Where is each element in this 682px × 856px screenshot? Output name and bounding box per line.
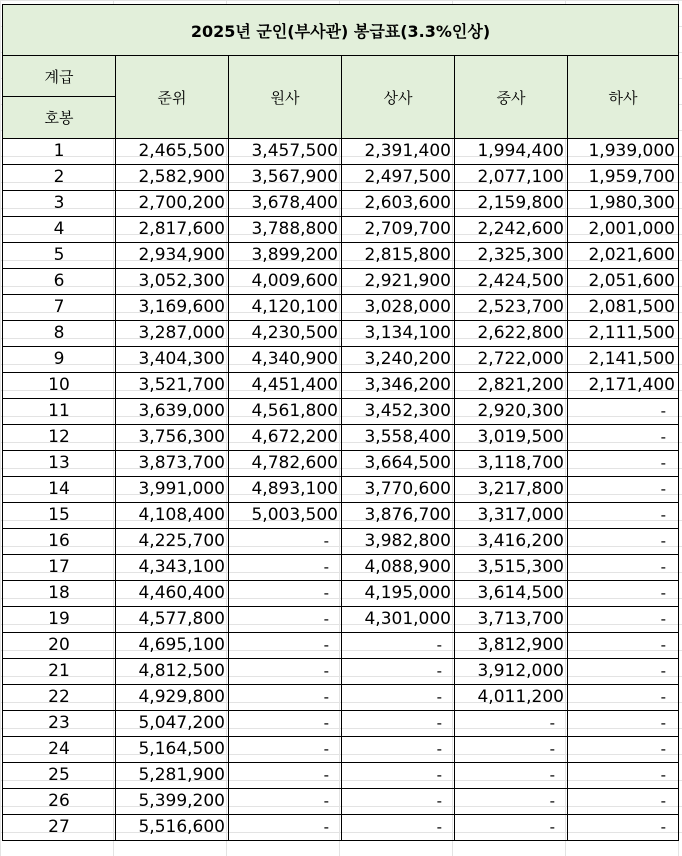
salary-cell[interactable]: 5,516,600 (116, 815, 229, 841)
step-cell[interactable]: 21 (3, 659, 116, 685)
salary-cell[interactable]: 2,817,600 (116, 217, 229, 243)
salary-cell[interactable]: 2,523,700 (455, 295, 568, 321)
step-cell[interactable]: 5 (3, 243, 116, 269)
step-cell[interactable]: 25 (3, 763, 116, 789)
salary-cell[interactable]: - (342, 763, 455, 789)
salary-cell[interactable]: 4,672,200 (229, 425, 342, 451)
salary-cell[interactable]: 4,451,400 (229, 373, 342, 399)
salary-cell[interactable]: - (568, 737, 679, 763)
step-cell[interactable]: 23 (3, 711, 116, 737)
salary-cell[interactable]: 2,325,300 (455, 243, 568, 269)
salary-cell[interactable]: 2,582,900 (116, 165, 229, 191)
salary-cell[interactable]: 4,120,100 (229, 295, 342, 321)
salary-cell[interactable]: 2,921,900 (342, 269, 455, 295)
step-cell[interactable]: 15 (3, 503, 116, 529)
salary-cell[interactable]: 3,052,300 (116, 269, 229, 295)
salary-cell[interactable]: 2,821,200 (455, 373, 568, 399)
step-cell[interactable]: 12 (3, 425, 116, 451)
rank-header-sergeant[interactable]: 하사 (568, 56, 679, 139)
salary-cell[interactable]: 4,340,900 (229, 347, 342, 373)
salary-cell[interactable]: 3,788,800 (229, 217, 342, 243)
table-row (3, 347, 679, 373)
table-row (3, 243, 679, 269)
salary-cell[interactable]: - (568, 685, 679, 711)
salary-cell[interactable]: - (568, 789, 679, 815)
salary-cell[interactable]: 4,929,800 (116, 685, 229, 711)
salary-cell[interactable]: 3,452,300 (342, 399, 455, 425)
salary-cell[interactable]: 3,240,200 (342, 347, 455, 373)
salary-cell[interactable]: 3,982,800 (342, 529, 455, 555)
salary-cell[interactable]: 3,991,000 (116, 477, 229, 503)
step-cell[interactable]: 14 (3, 477, 116, 503)
salary-cell[interactable]: 3,558,400 (342, 425, 455, 451)
salary-cell[interactable]: - (229, 815, 342, 841)
salary-cell[interactable]: 2,051,600 (568, 269, 679, 295)
table-row (3, 295, 679, 321)
salary-cell[interactable]: - (568, 633, 679, 659)
salary-cell[interactable]: - (342, 815, 455, 841)
table-row (3, 763, 679, 789)
salary-cell[interactable]: 2,391,400 (342, 139, 455, 165)
salary-cell[interactable]: 4,460,400 (116, 581, 229, 607)
table-row (3, 165, 679, 191)
salary-cell[interactable]: 4,088,900 (342, 555, 455, 581)
salary-cell[interactable]: 2,242,600 (455, 217, 568, 243)
salary-cell[interactable]: 5,003,500 (229, 503, 342, 529)
salary-cell[interactable]: - (229, 607, 342, 633)
salary-cell[interactable]: - (342, 685, 455, 711)
step-cell[interactable]: 26 (3, 789, 116, 815)
table-row (3, 373, 679, 399)
salary-cell[interactable]: 1,959,700 (568, 165, 679, 191)
salary-cell[interactable]: 2,465,500 (116, 139, 229, 165)
table-row (3, 711, 679, 737)
salary-cell[interactable]: 3,899,200 (229, 243, 342, 269)
salary-cell[interactable]: 4,695,100 (116, 633, 229, 659)
step-cell[interactable]: 27 (3, 815, 116, 841)
salary-cell[interactable]: - (455, 789, 568, 815)
salary-cell[interactable]: 3,678,400 (229, 191, 342, 217)
salary-cell[interactable]: 2,700,200 (116, 191, 229, 217)
table-row (3, 269, 679, 295)
salary-cell[interactable]: - (229, 685, 342, 711)
salary-cell[interactable]: 3,404,300 (116, 347, 229, 373)
salary-cell[interactable]: - (568, 477, 679, 503)
salary-cell[interactable]: 3,639,000 (116, 399, 229, 425)
salary-cell[interactable]: 1,980,300 (568, 191, 679, 217)
table-row (3, 789, 679, 815)
table-row (3, 815, 679, 841)
salary-cell[interactable]: 2,171,400 (568, 373, 679, 399)
salary-cell[interactable]: 3,812,900 (455, 633, 568, 659)
salary-cell[interactable]: 2,934,900 (116, 243, 229, 269)
salary-cell[interactable]: 3,287,000 (116, 321, 229, 347)
table-title[interactable]: 2025년 군인(부사관) 봉급표(3.3%인상) (3, 5, 679, 56)
table-row (3, 321, 679, 347)
salary-cell[interactable]: 3,416,200 (455, 529, 568, 555)
step-cell[interactable]: 18 (3, 581, 116, 607)
salary-cell[interactable]: 3,515,300 (455, 555, 568, 581)
salary-cell[interactable]: 4,343,100 (116, 555, 229, 581)
salary-cell[interactable]: 2,077,100 (455, 165, 568, 191)
step-cell[interactable]: 11 (3, 399, 116, 425)
salary-cell[interactable]: 2,722,000 (455, 347, 568, 373)
salary-cell[interactable]: 3,217,800 (455, 477, 568, 503)
salary-cell[interactable]: 3,873,700 (116, 451, 229, 477)
table-row (3, 191, 679, 217)
step-cell[interactable]: 8 (3, 321, 116, 347)
salary-cell[interactable]: 2,001,000 (568, 217, 679, 243)
rank-header-sergeant-first-class[interactable]: 상사 (342, 56, 455, 139)
salary-cell[interactable]: 4,225,700 (116, 529, 229, 555)
salary-cell[interactable]: - (229, 659, 342, 685)
salary-cell[interactable]: 2,920,300 (455, 399, 568, 425)
salary-cell[interactable]: - (455, 815, 568, 841)
salary-cell[interactable]: 3,028,000 (342, 295, 455, 321)
salary-cell[interactable]: 4,561,800 (229, 399, 342, 425)
salary-cell[interactable]: 3,567,900 (229, 165, 342, 191)
salary-cell[interactable]: 3,134,100 (342, 321, 455, 347)
grade-header-cell[interactable]: 계급 (3, 56, 116, 97)
salary-cell[interactable]: - (568, 555, 679, 581)
salary-cell[interactable]: 2,709,700 (342, 217, 455, 243)
salary-cell[interactable]: 4,812,500 (116, 659, 229, 685)
salary-cell[interactable]: 4,893,100 (229, 477, 342, 503)
step-header-cell[interactable]: 호봉 (3, 97, 116, 139)
salary-cell[interactable]: - (568, 815, 679, 841)
table-row (3, 217, 679, 243)
table-row (3, 737, 679, 763)
salary-cell[interactable]: 3,457,500 (229, 139, 342, 165)
table-row (3, 139, 679, 165)
salary-cell[interactable]: 3,912,000 (455, 659, 568, 685)
salary-cell[interactable]: 4,230,500 (229, 321, 342, 347)
table-row (3, 685, 679, 711)
salary-cell[interactable]: - (229, 737, 342, 763)
salary-cell[interactable]: 2,111,500 (568, 321, 679, 347)
step-cell[interactable]: 2 (3, 165, 116, 191)
table-row (3, 659, 679, 685)
step-cell[interactable]: 24 (3, 737, 116, 763)
salary-cell[interactable]: - (229, 711, 342, 737)
table-row (3, 477, 679, 503)
salary-cell[interactable]: 3,770,600 (342, 477, 455, 503)
salary-cell[interactable]: 5,047,200 (116, 711, 229, 737)
salary-cell[interactable]: 3,169,600 (116, 295, 229, 321)
salary-cell[interactable]: 3,713,700 (455, 607, 568, 633)
step-cell[interactable]: 22 (3, 685, 116, 711)
salary-cell[interactable]: - (455, 711, 568, 737)
salary-cell[interactable]: 4,782,600 (229, 451, 342, 477)
salary-cell[interactable]: 4,011,200 (455, 685, 568, 711)
table-row (3, 607, 679, 633)
salary-cell[interactable]: - (568, 451, 679, 477)
salary-table (2, 4, 679, 841)
salary-cell[interactable]: - (342, 737, 455, 763)
rank-header-staff-sergeant[interactable]: 중사 (455, 56, 568, 139)
salary-cell[interactable]: 5,164,500 (116, 737, 229, 763)
salary-cell[interactable]: - (229, 633, 342, 659)
salary-cell[interactable]: 2,815,800 (342, 243, 455, 269)
salary-cell[interactable]: 2,081,500 (568, 295, 679, 321)
salary-cell[interactable]: 5,281,900 (116, 763, 229, 789)
salary-cell[interactable]: 3,019,500 (455, 425, 568, 451)
rank-header-master-sergeant[interactable]: 원사 (229, 56, 342, 139)
table-row (3, 581, 679, 607)
table-row (3, 425, 679, 451)
step-cell[interactable]: 9 (3, 347, 116, 373)
salary-cell[interactable]: 2,622,800 (455, 321, 568, 347)
salary-cell[interactable]: 3,614,500 (455, 581, 568, 607)
salary-cell[interactable]: - (342, 789, 455, 815)
salary-cell[interactable]: - (342, 633, 455, 659)
salary-cell[interactable]: 4,009,600 (229, 269, 342, 295)
salary-cell[interactable]: 5,399,200 (116, 789, 229, 815)
salary-cell[interactable]: 3,756,300 (116, 425, 229, 451)
step-cell[interactable]: 13 (3, 451, 116, 477)
salary-cell[interactable]: - (342, 711, 455, 737)
salary-cell[interactable]: - (568, 503, 679, 529)
step-cell[interactable]: 1 (3, 139, 116, 165)
salary-cell[interactable]: 1,939,000 (568, 139, 679, 165)
salary-cell[interactable]: - (568, 425, 679, 451)
salary-cell[interactable]: - (568, 399, 679, 425)
salary-cell[interactable]: 3,876,700 (342, 503, 455, 529)
step-cell[interactable]: 3 (3, 191, 116, 217)
step-cell[interactable]: 6 (3, 269, 116, 295)
step-cell[interactable]: 20 (3, 633, 116, 659)
salary-cell[interactable]: - (229, 555, 342, 581)
salary-cell[interactable]: - (229, 529, 342, 555)
salary-cell[interactable]: - (568, 529, 679, 555)
salary-cell[interactable]: - (455, 763, 568, 789)
salary-cell[interactable]: 2,021,600 (568, 243, 679, 269)
table-row (3, 555, 679, 581)
salary-cell[interactable]: 4,195,000 (342, 581, 455, 607)
salary-cell[interactable]: - (455, 737, 568, 763)
salary-cell[interactable]: 2,603,600 (342, 191, 455, 217)
step-cell[interactable]: 4 (3, 217, 116, 243)
salary-cell[interactable]: - (568, 607, 679, 633)
table-row (3, 451, 679, 477)
step-cell[interactable]: 7 (3, 295, 116, 321)
step-cell[interactable]: 17 (3, 555, 116, 581)
salary-cell[interactable]: 2,424,500 (455, 269, 568, 295)
salary-cell[interactable]: - (568, 581, 679, 607)
salary-cell[interactable]: - (568, 659, 679, 685)
table-row (3, 529, 679, 555)
table-row (3, 633, 679, 659)
salary-cell[interactable]: 3,664,500 (342, 451, 455, 477)
salary-cell[interactable]: - (568, 711, 679, 737)
salary-cell[interactable]: - (229, 789, 342, 815)
table-row (3, 399, 679, 425)
salary-cell[interactable]: 3,521,700 (116, 373, 229, 399)
salary-cell[interactable]: 3,317,000 (455, 503, 568, 529)
salary-cell[interactable]: - (229, 763, 342, 789)
step-cell[interactable]: 16 (3, 529, 116, 555)
salary-cell[interactable]: 2,497,500 (342, 165, 455, 191)
salary-cell[interactable]: - (229, 581, 342, 607)
step-cell[interactable]: 19 (3, 607, 116, 633)
salary-cell[interactable]: 4,108,400 (116, 503, 229, 529)
salary-cell[interactable]: 2,141,500 (568, 347, 679, 373)
salary-cell[interactable]: - (568, 763, 679, 789)
salary-cell[interactable]: 3,346,200 (342, 373, 455, 399)
table-row (3, 503, 679, 529)
salary-cell[interactable]: 4,577,800 (116, 607, 229, 633)
salary-cell[interactable]: 4,301,000 (342, 607, 455, 633)
rank-header-warrant-officer[interactable]: 준위 (116, 56, 229, 139)
salary-cell[interactable]: 3,118,700 (455, 451, 568, 477)
table-body (3, 139, 679, 841)
step-cell[interactable]: 10 (3, 373, 116, 399)
salary-cell[interactable]: - (342, 659, 455, 685)
salary-cell[interactable]: 2,159,800 (455, 191, 568, 217)
salary-cell[interactable]: 1,994,400 (455, 139, 568, 165)
